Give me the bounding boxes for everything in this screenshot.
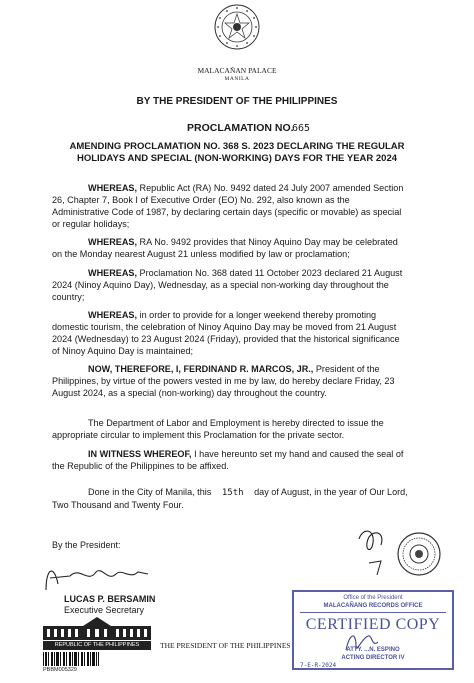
bersamin-signature — [40, 560, 160, 596]
text-line: RA No. 9492 provides that Ninoy Aquino Day may be celebrated — [137, 237, 398, 247]
text-line: Proclamation No. 368 dated 11 October 2023 declared 21 August — [137, 268, 403, 278]
stamp-attorney: ATTY. ...N. ESPINO — [346, 647, 400, 653]
footer-president-line: THE PRESIDENT OF THE PHILIPPINES — [160, 641, 291, 650]
text-line: August 2024, as a special (non-working) day throughout the country. — [52, 388, 327, 398]
now-therefore-lead: NOW, THEREFORE, I, FERDINAND R. MARCOS, JR., — [88, 364, 314, 374]
text-line: of Ninoy Aquino Day is maintained; — [52, 346, 194, 356]
by-president-heading: BY THE PRESIDENT OF THE PHILIPPINES — [136, 96, 338, 107]
paragraph-6 — [52, 417, 424, 441]
whereas-lead: WHEREAS, — [88, 183, 138, 193]
proclamation-number: 665 — [292, 123, 311, 134]
presidential-seal — [214, 4, 260, 50]
text-line: the Republic of the Philippines to be affixed. — [52, 461, 229, 471]
stamp-acting-director: ACTING DIRECTOR IV — [341, 655, 405, 661]
text-line: in order to provide for a longer weekend thereby promoting — [137, 310, 377, 320]
text-line: country; — [52, 292, 85, 302]
stamp-divider — [300, 612, 446, 613]
title-line-1: AMENDING PROCLAMATION NO. 368 S. 2023 DECLARING THE REGULAR — [69, 141, 405, 152]
secretary-title: Executive Secretary — [64, 605, 145, 615]
paragraph-3 — [52, 267, 424, 303]
whereas-lead: WHEREAS, — [88, 268, 138, 278]
paragraph-7 — [52, 448, 424, 472]
title-line-2: HOLIDAYS AND SPECIAL (NON-WORKING) DAYS FOR THE YEAR 2024 — [76, 153, 398, 164]
secretary-name: LUCAS P. BERSAMIN — [64, 594, 156, 604]
certified-copy-stamp — [292, 590, 454, 670]
text-line: 2024 (Wednesday) to 23 August 2024 (Friday), provided that the historical significance — [52, 334, 400, 344]
paragraph-5 — [52, 363, 424, 399]
paragraph-4 — [52, 309, 424, 357]
paragraph-2 — [52, 236, 424, 260]
text-line: Administrative Code of 1987, by declaring certain days (specific or movable) as special — [52, 207, 402, 217]
text-line: domestic tourism, the celebration of Ninoy Aquino Day may be moved from 21 August — [52, 322, 397, 332]
paragraph-1 — [52, 182, 424, 230]
whereas-lead: WHEREAS, — [88, 310, 138, 320]
text-line: on the Monday nearest August 21 unless modified by law or proclamation; — [52, 249, 350, 259]
stamp-certified-copy: CERTIFIED COPY — [305, 616, 441, 633]
text-line: appropriate circular to implement this Proclamation for the private sector. — [52, 430, 345, 440]
text-line: 26, Chapter 7, Book I of Executive Order (EO) No. 292, also known as the — [52, 195, 350, 205]
text-line: or regular holidays; — [52, 219, 130, 229]
text-line: Philippines, by virtue of the powers vested in me by law, do hereby declare Friday, 23 — [52, 376, 395, 386]
text-line: Done in the City of Manila, this — [88, 487, 212, 497]
text-line: Two Thousand and Twenty Four. — [52, 500, 184, 510]
document-code: PBBM005329 — [43, 667, 77, 673]
republic-banner: REPUBLIC OF THE PHILIPPINES — [43, 641, 151, 650]
whereas-lead: WHEREAS, — [88, 237, 138, 247]
proclamation-label: PROCLAMATION NO. — [187, 122, 294, 134]
witness-lead: IN WITNESS WHEREOF, — [88, 449, 192, 459]
done-day: 15th — [221, 488, 244, 498]
palace-building-icon — [43, 616, 151, 640]
stamp-office: Office of the President — [343, 595, 403, 601]
stamp-date: 7-E-R-2024 — [300, 662, 337, 669]
certifier-signature — [342, 628, 382, 658]
text-line: The Department of Labor and Employment is hereby directed to issue the — [88, 418, 384, 428]
text-line: President of the — [313, 364, 380, 374]
text-line: I have hereunto set my hand and caused the seal of — [191, 449, 404, 459]
barcode — [43, 652, 99, 666]
text-line: Republic Act (RA) No. 9492 dated 24 July 2007 amended Section — [137, 183, 404, 193]
palace-name: MALACAÑAN PALACE — [197, 66, 277, 75]
republic-seal — [396, 531, 442, 577]
text-line: 2024 (Ninoy Aquino Day), Wednesday, as a special non-working day throughout the — [52, 280, 389, 290]
by-the-president-label: By the President: — [52, 540, 121, 550]
paragraph-8 — [52, 486, 424, 511]
stamp-records-office: MALACAÑANG RECORDS OFFICE — [323, 603, 423, 609]
text-line: day of August, in the year of Our Lord, — [254, 487, 408, 497]
city-name: MANILA — [224, 76, 250, 82]
